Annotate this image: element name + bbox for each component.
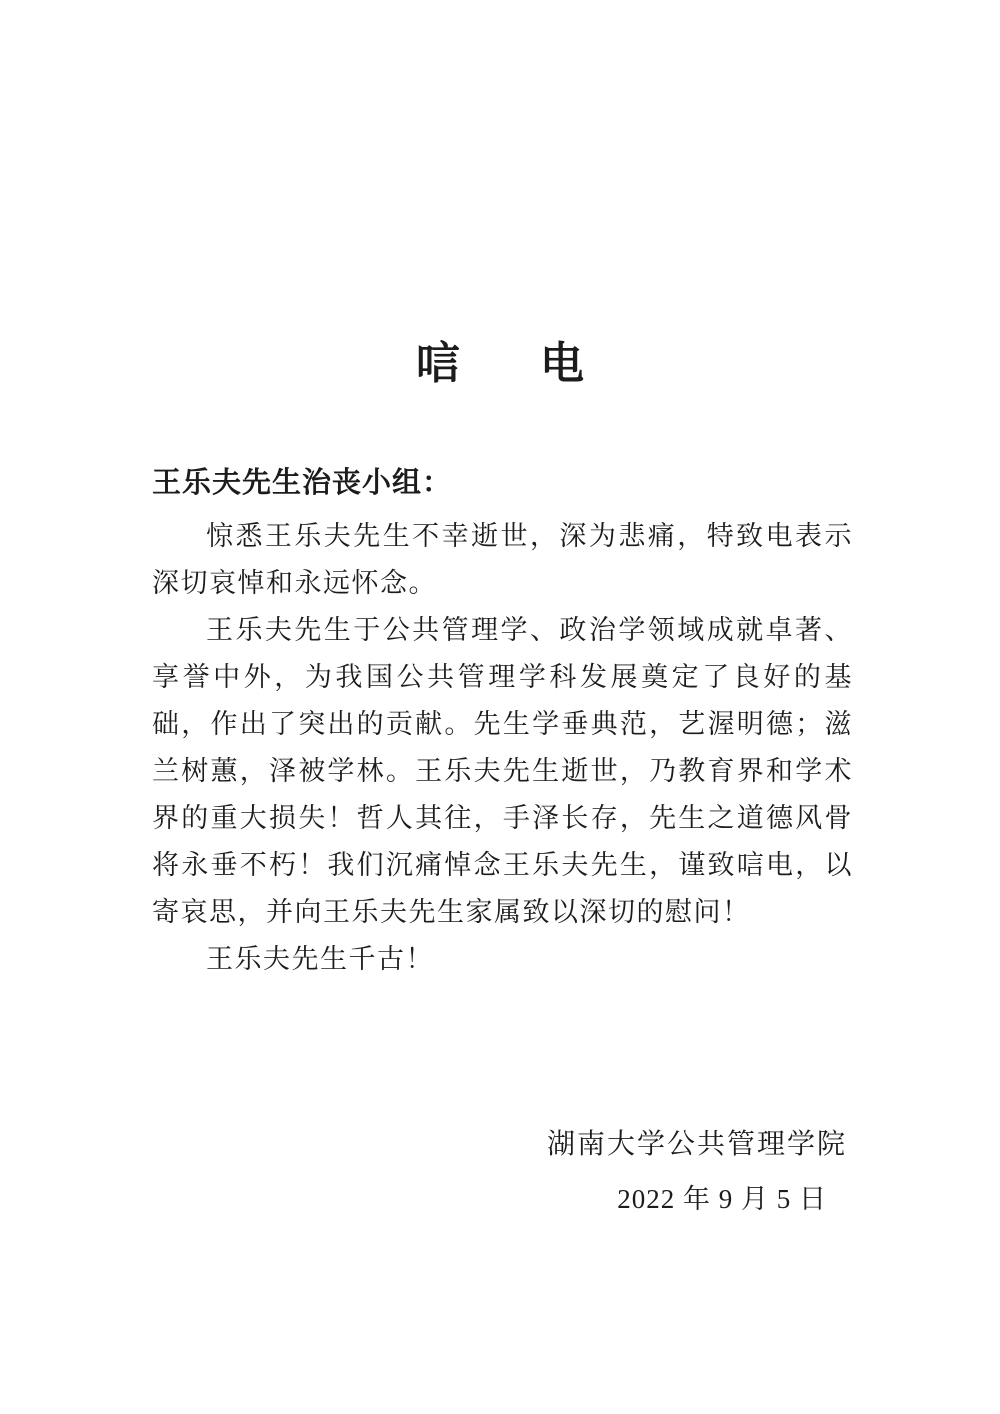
- signature-line: 湖南大学公共管理学院: [546, 1129, 847, 1160]
- document-body: [152, 513, 853, 983]
- document-title: 唁电: [416, 339, 664, 388]
- body-paragraph-3: 王乐夫先生千古！: [206, 944, 434, 974]
- body-paragraph-1: 惊悉王乐夫先生不幸逝世，深为悲痛，特致电表示深切哀悼和永远怀念。: [152, 521, 853, 598]
- salutation-line: 王乐夫先生治丧小组：: [152, 467, 453, 499]
- body-paragraph-2: 王乐夫先生于公共管理学、政治学领域成就卓著、享誉中外，为我国公共管理学科发展奠定了良好的基础，作出了突出的贡献。先生学垂典范，艺渥明德；滋兰树蕙，泽被学林。王乐夫先生逝世，乃教育界和学术界的重大损失！哲人其往，手泽长存，先生之道德风骨将永垂不朽！我们沉痛悼念王乐夫先生，谨致唁电，以寄哀思，并向王乐夫先生家属致以深切的慰问！: [152, 615, 853, 927]
- date-line: 2022 年 9 月 5 日: [617, 1184, 827, 1214]
